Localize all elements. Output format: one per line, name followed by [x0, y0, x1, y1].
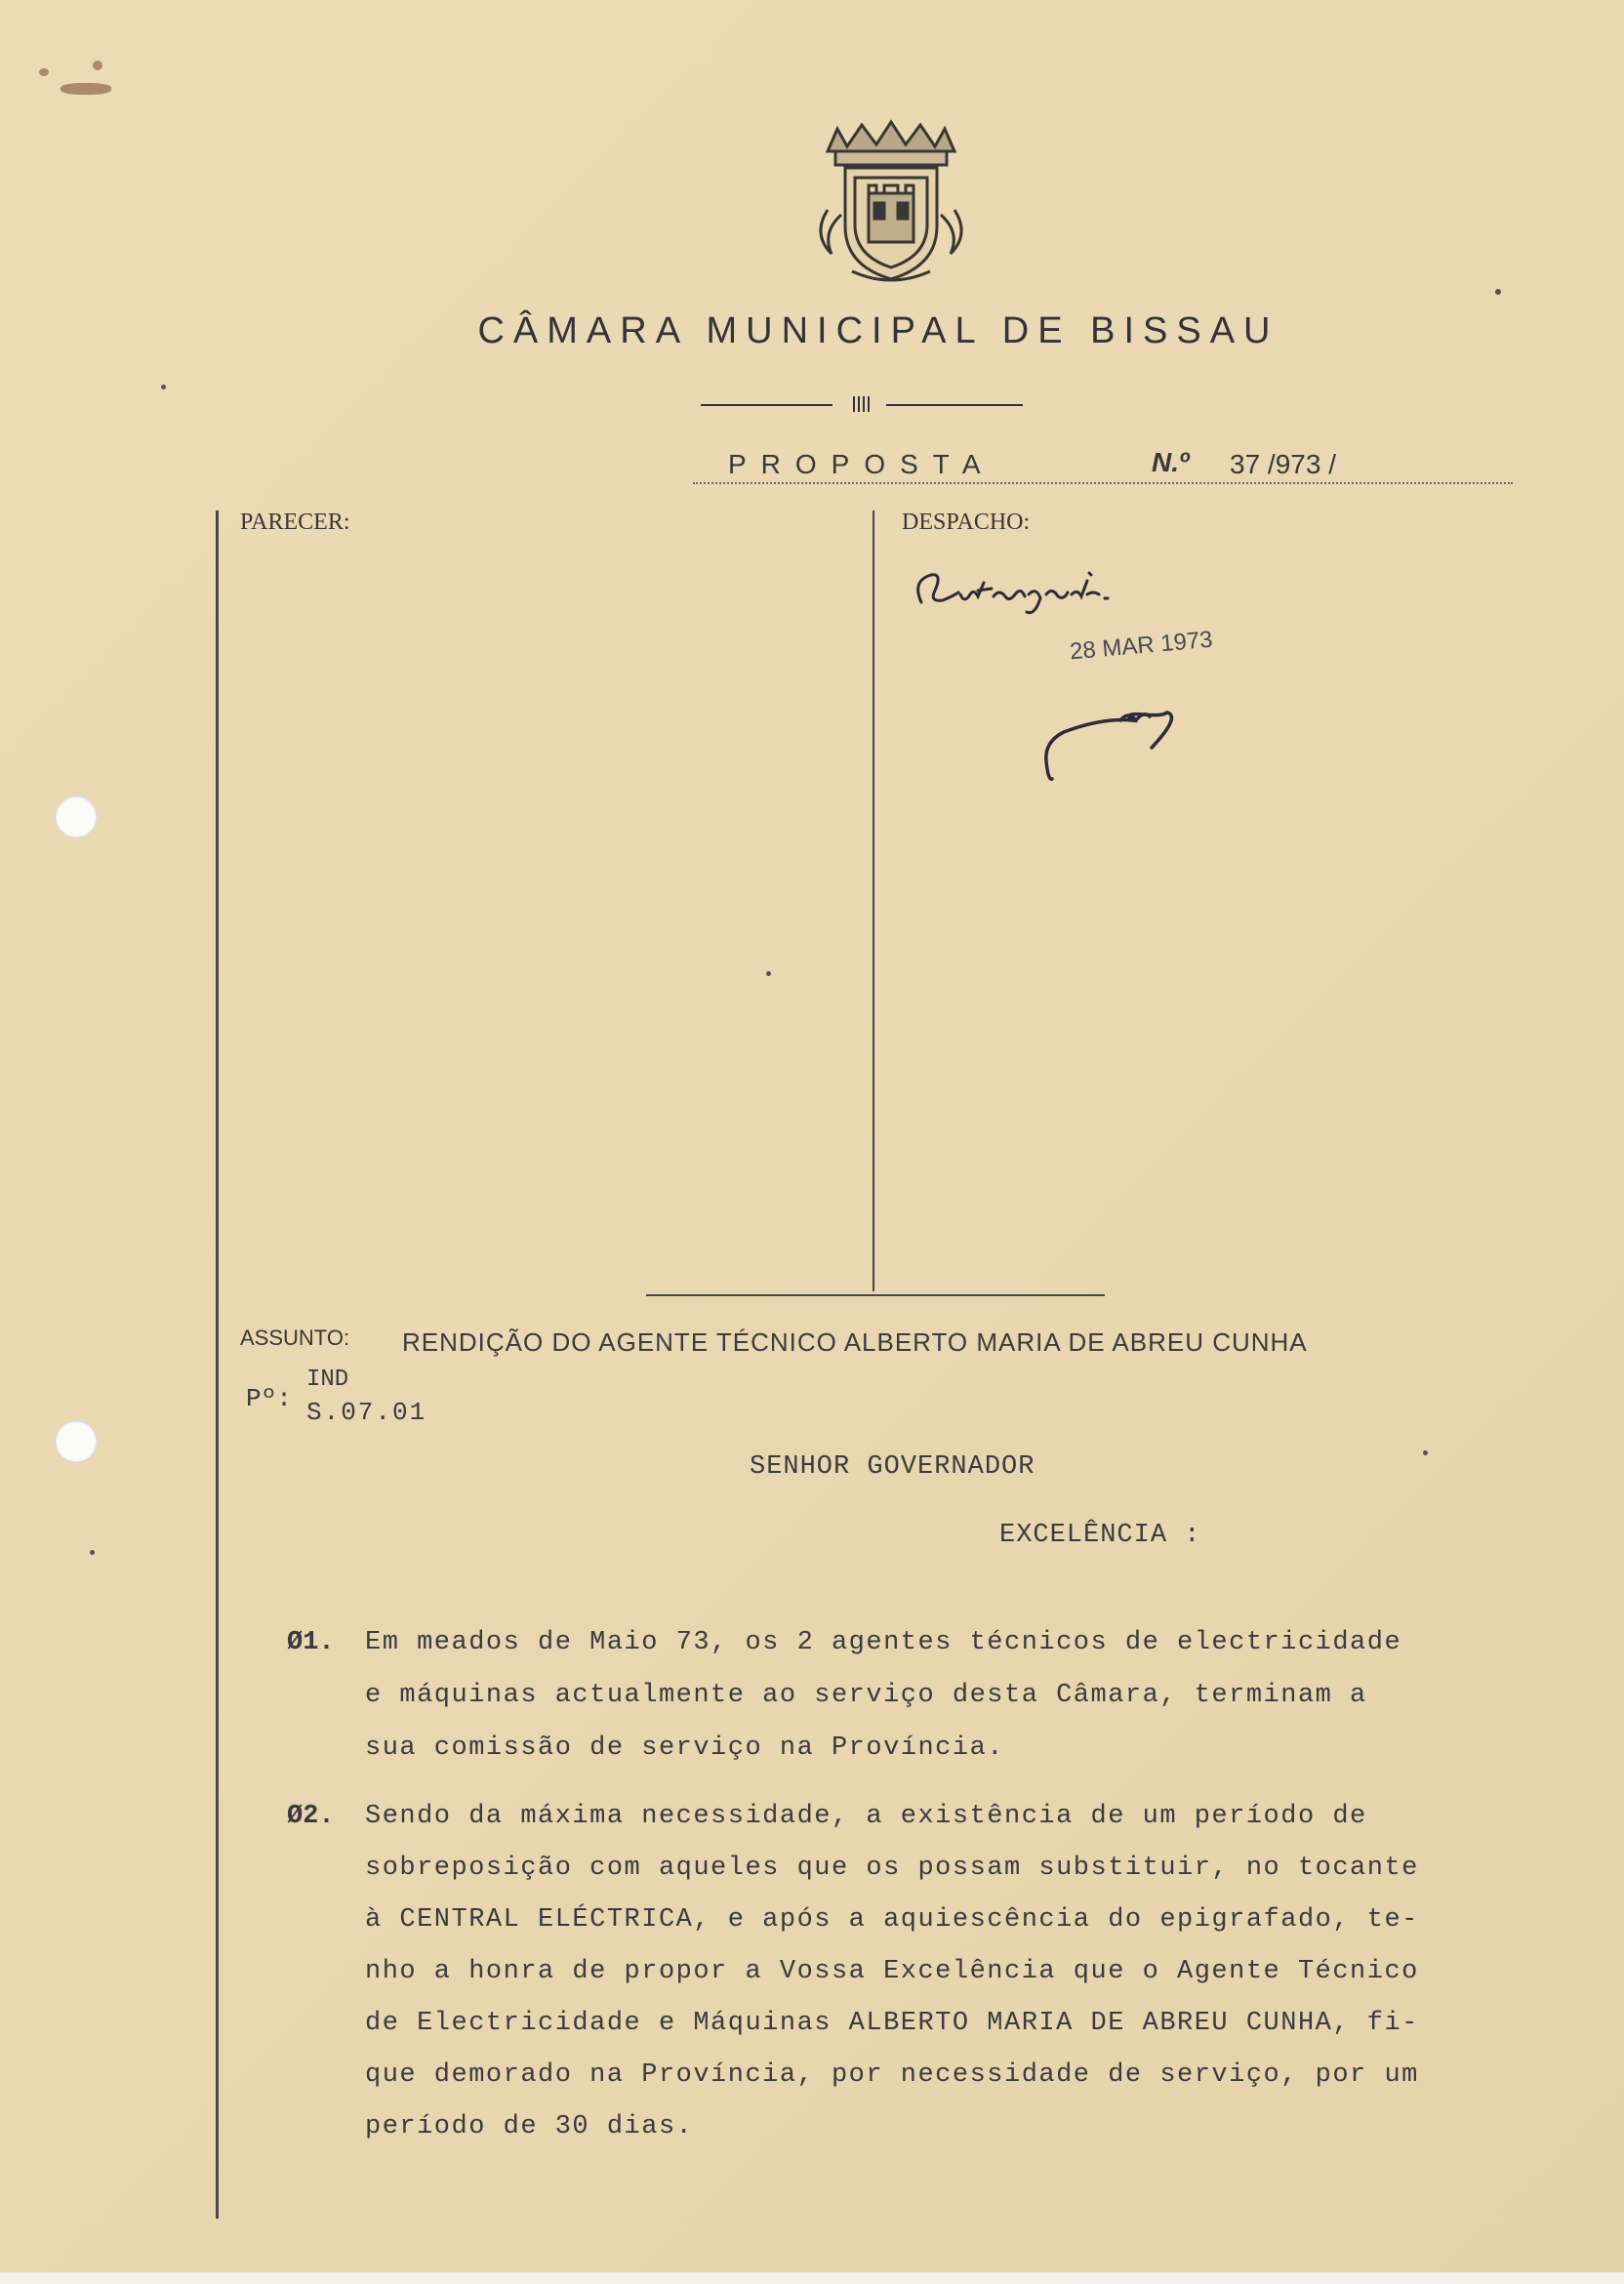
stain-mark — [93, 61, 102, 70]
reference-line-2: S.07.01 — [306, 1398, 427, 1427]
parecer-label: PARECER: — [240, 510, 350, 535]
divider-mark — [853, 396, 873, 412]
letterhead-divider — [701, 396, 1023, 412]
signature — [1035, 693, 1200, 791]
paragraph-line: Em meados de Maio 73, os 2 agentes técnicos de electricidade — [365, 1628, 1402, 1657]
punch-hole — [55, 1420, 98, 1463]
paragraph-line: de Electricidade e Máquinas ALBERTO MARIA DE ABREU CUNHA, fi- — [365, 2009, 1419, 2038]
paragraph-line: sua comissão de serviço na Província. — [365, 1733, 1004, 1763]
paragraph-line: que demorado na Província, por necessidade de serviço, por um — [365, 2060, 1419, 2090]
proposta-line — [693, 449, 1513, 484]
stain-mark — [61, 83, 111, 95]
municipal-coat-of-arms-icon — [808, 117, 974, 288]
paragraph-line: à CENTRAL ELÉCTRICA, e após a aquiescência do epigrafado, te- — [365, 1905, 1419, 1935]
paragraph-line: e máquinas actualmente ao serviço desta Câmara, terminam a — [365, 1681, 1367, 1710]
handwritten-note — [910, 561, 1144, 620]
paper-speck — [161, 385, 166, 389]
paragraph-line: sobreposição com aqueles que os possam substituir, no tocante — [365, 1854, 1419, 1883]
salutation: SENHOR GOVERNADOR — [750, 1452, 1035, 1482]
paragraph-line: nho a honra de propor a Vossa Excelência que o Agente Técnico — [365, 1957, 1419, 1986]
paragraph-number: Ø1. — [287, 1628, 335, 1657]
proposta-number-label: N.º — [1152, 447, 1190, 477]
reference-label: Pº: — [246, 1384, 292, 1413]
reference-line-1: IND — [306, 1366, 349, 1393]
date-stamp: 28 MAR 1973 — [1069, 626, 1214, 666]
stain-mark — [39, 68, 49, 76]
organization-name: CÂMARA MUNICIPAL DE BISSAU — [477, 310, 1279, 351]
left-margin-rule — [216, 510, 219, 2219]
paper-speck — [1495, 289, 1501, 295]
despacho-label: DESPACHO: — [902, 510, 1031, 535]
assunto-value: RENDIÇÃO DO AGENTE TÉCNICO ALBERTO MARIA DE ABREU CUNHA — [402, 1327, 1308, 1357]
paragraph-number: Ø2. — [287, 1802, 335, 1831]
punch-hole — [55, 795, 98, 838]
proposta-label: PROPOSTA — [728, 449, 995, 479]
page-edge — [0, 2272, 1624, 2284]
proposta-number: 37 /973 / — [1230, 449, 1336, 479]
column-divider — [873, 510, 874, 1291]
paper-speck — [90, 1550, 95, 1555]
paragraph-line: Sendo da máxima necessidade, a existência de um período de — [365, 1802, 1367, 1831]
paragraph-line: período de 30 dias. — [365, 2112, 694, 2141]
paper-speck — [766, 971, 771, 976]
greeting: EXCELÊNCIA : — [999, 1521, 1201, 1550]
section-divider — [646, 1294, 1105, 1296]
assunto-label: ASSUNTO: — [240, 1326, 350, 1350]
paper-speck — [1423, 1450, 1428, 1455]
